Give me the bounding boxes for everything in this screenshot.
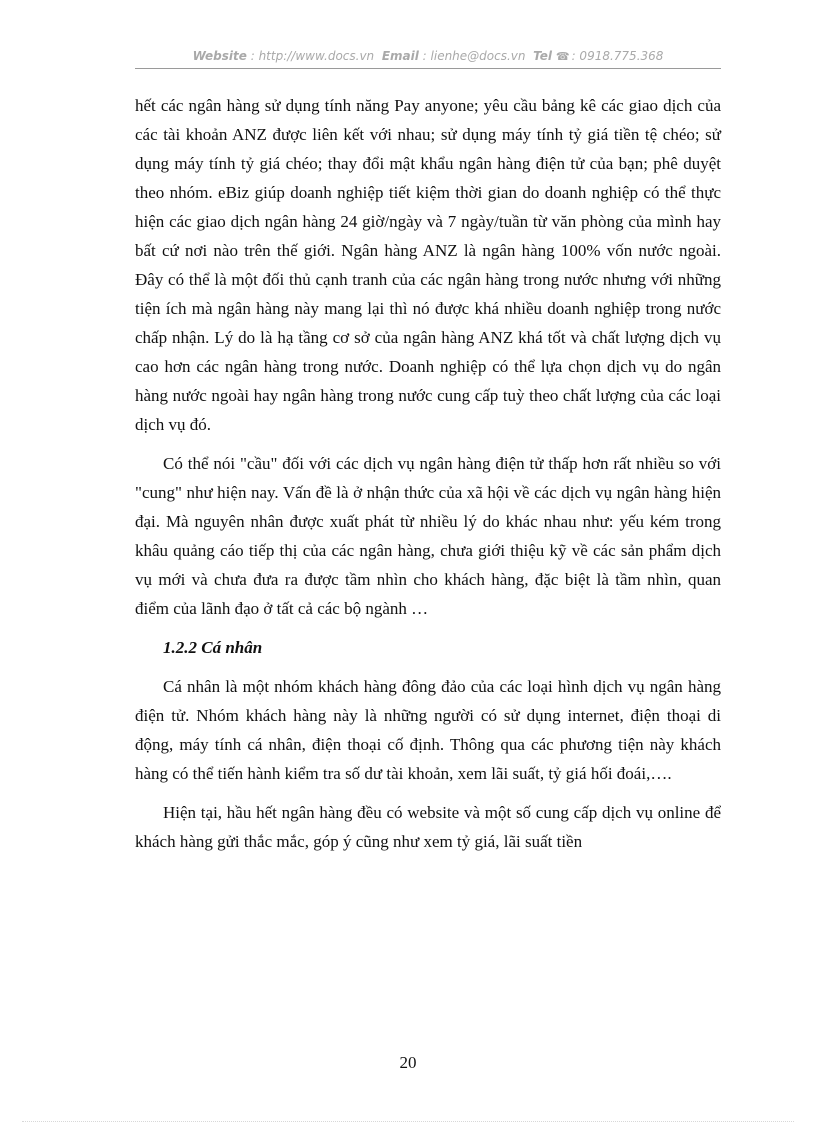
paragraph-individuals: Cá nhân là một nhóm khách hàng đông đảo của các loại hình dịch vụ ngân hàng điện tử. Nhóm khách hàng này là những người có sử dụng internet, điện thoại di động, máy tính cá nhân, điện thoại cố định. Thông qua các phương tiện này khách hàng có thể tiến hành kiểm tra số dư tài khoản, xem lãi suất, tỷ giá hối đoái,…. (135, 677, 721, 783)
section-heading: 1.2.2 Cá nhân (163, 638, 263, 657)
website-label: Website (192, 49, 247, 63)
page-number: 20 (399, 1053, 417, 1072)
page-bottom-border (22, 1121, 794, 1122)
document-body (135, 91, 721, 856)
tel-value: : 0918.775.368 (571, 49, 664, 63)
paragraph-continued: hết các ngân hàng sử dụng tính năng Pay anyone; yêu cầu bảng kê các giao dịch của các tài khoản ANZ được liên kết với nhau; sử dụng máy tính tỷ giá tiền tệ chéo; sử dụng máy tính tỷ giá chéo; thay đổi mật khẩu ngân hàng điện tử của bạn; phê duyệt theo nhóm. eBiz giúp doanh nghiệp tiết kiệm thời gian do doanh nghiệp có thể thực hiện các giao dịch ngân hàng 24 giờ/ngày và 7 ngày/tuần từ văn phòng của mình hay bất cứ nơi nào trên thế giới. Ngân hàng ANZ là ngân hàng 100% vốn nước ngoài. Đây có thể là một đối thủ cạnh tranh của các ngân hàng trong nước nhưng với những tiện ích mà ngân hàng này mang lại thì nó được khá nhiều doanh nghiệp trong nước chấp nhận. Lý do là hạ tầng cơ sở của ngân hàng ANZ khá tốt và chất lượng dịch vụ cao hơn các ngân hàng trong nước. Doanh nghiệp có thể lựa chọn dịch vụ do ngân hàng nước ngoài hay ngân hàng trong nước cung cấp tuỳ theo chất lượng của các loại dịch vụ đó. (135, 96, 721, 434)
paragraph-demand-supply: Có thể nói "cầu" đối với các dịch vụ ngân hàng điện tử thấp hơn rất nhiều so với "cung" như hiện nay. Vấn đề là ở nhận thức của xã hội về các dịch vụ ngân hàng hiện đại. Mà nguyên nhân được xuất phát từ nhiều lý do khác nhau như: yếu kém trong khâu quảng cáo tiếp thị của các ngân hàng, chưa giới thiệu kỹ về các sản phẩm dịch vụ mới và chưa đưa ra được tầm nhìn cho khách hàng, đặc biệt là tầm nhìn, quan điểm của lãnh đạo ở tất cả các bộ ngành … (135, 454, 721, 618)
page-header (135, 44, 721, 69)
paragraph-websites: Hiện tại, hầu hết ngân hàng đều có website và một số cung cấp dịch vụ online để khách hàng gửi thắc mắc, góp ý cũng như xem tỷ giá, lãi suất tiền (135, 803, 721, 851)
phone-icon: ☎ (555, 50, 570, 63)
website-value: : http://www.docs.vn (250, 49, 375, 63)
email-label: Email (381, 49, 419, 63)
email-value: : lienhe@docs.vn (422, 49, 526, 63)
tel-label: Tel (533, 49, 553, 63)
